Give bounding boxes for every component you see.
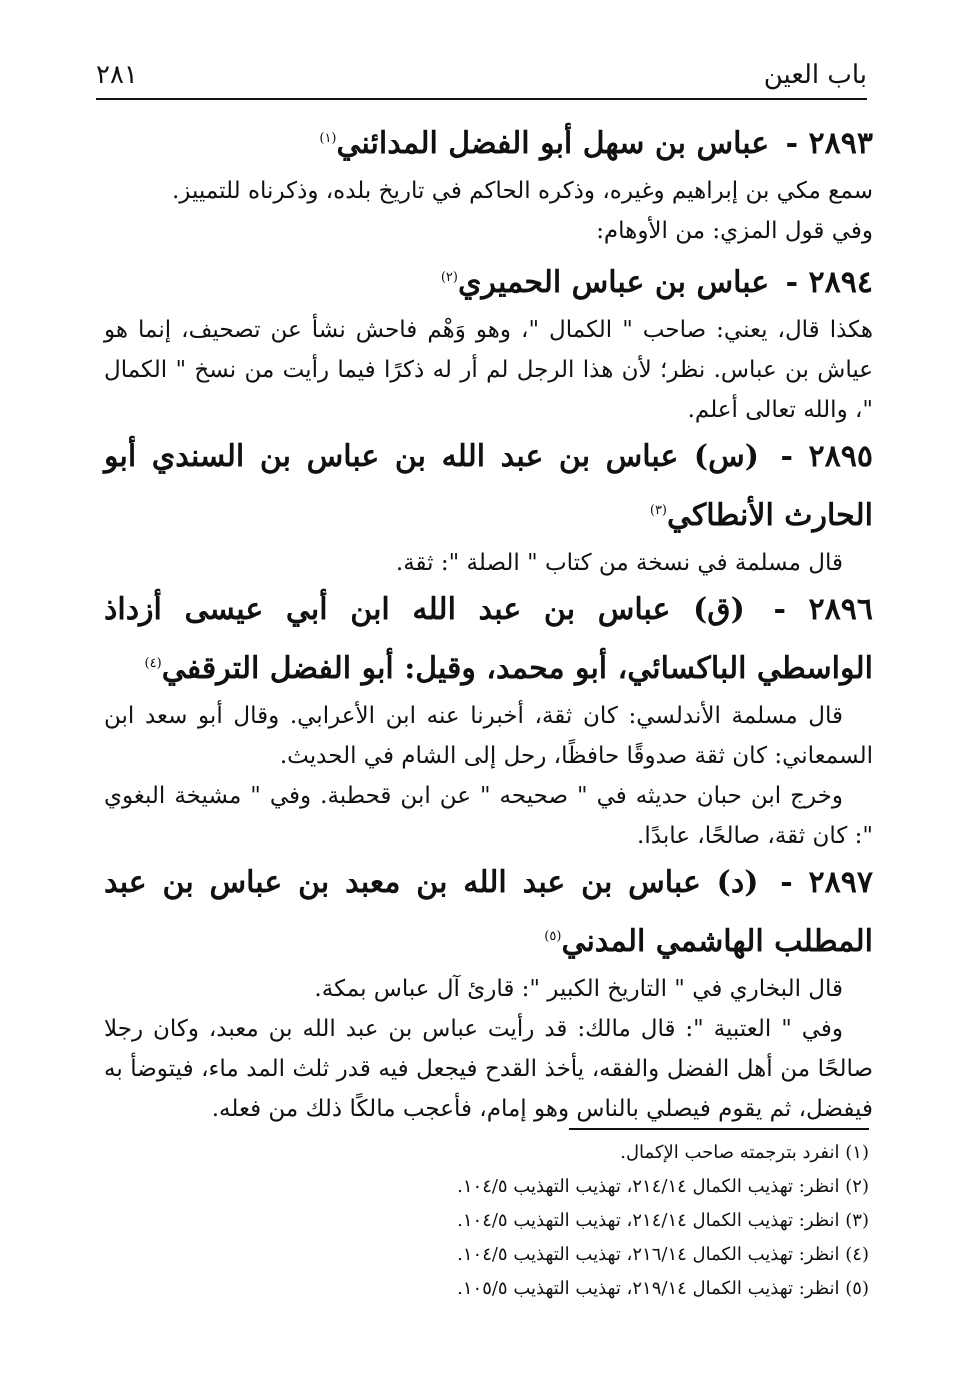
entry-name: (د) عباس بن عبد الله بن معبد بن عباس بن عبد المطلب الهاشمي المدني (104, 865, 873, 959)
entry-2893 (104, 112, 873, 251)
entry-number: ٢٨٩٣ - (785, 126, 873, 161)
entry-heading (104, 583, 873, 696)
footnote-line: (٤) انظر: تهذيب الكمال ٢١٦/١٤، تهذيب التهذيب ١٠٤/٥. (457, 1244, 869, 1265)
footnotes (104, 1128, 869, 1306)
page-number: ٢٨١ (96, 60, 138, 90)
footnote-line: (٢) انظر: تهذيب الكمال ٢١٤/١٤، تهذيب التهذيب ١٠٤/٥. (457, 1176, 869, 1197)
footnote-marker[interactable]: (٢) (440, 270, 458, 285)
footnote-marker[interactable]: (٣) (649, 503, 667, 518)
entry-number: ٢٨٩٥ - (780, 439, 873, 474)
entry-name: (س) عباس بن عبد الله بن عباس بن السندي أبو الحارث الأنطاكي (104, 439, 873, 533)
entry-paragraph: قال مسلمة في نسخة من كتاب " الصلة ": ثقة. (395, 550, 843, 576)
entry-heading (104, 856, 873, 969)
entry-paragraph: وفي " العتبية ": قال مالك: قد رأيت عباس بن عبد الله بن معبد، وكان رجلا صالحًا من أهل الفضل والفقه، يأخذ القدح فيجعل فيه قدر ثلث المد ماء، فيتوضأ به فيفضل، ثم يقوم فيصلي بالناس وهو إمام، فأعجب مالكًا ذلك من فعله. (104, 1016, 873, 1122)
entry-heading (104, 430, 873, 543)
footnote-line: (١) انفرد بترجمته صاحب الإكمال. (620, 1142, 869, 1163)
entry-name: عباس بن عباس الحميري (457, 265, 770, 300)
entry-2897 (104, 856, 873, 1129)
entry-number: ٢٨٩٧ - (780, 865, 873, 900)
entry-paragraph: قال البخاري في " التاريخ الكبير ": قارئ آل عباس بمكة. (314, 976, 843, 1002)
footnote-marker[interactable]: (٤) (144, 656, 162, 671)
entry-heading (104, 251, 873, 310)
running-title: باب العين (763, 60, 867, 90)
entry-name: عباس بن سهل أبو الفضل المدائني (336, 126, 770, 161)
footnote-marker[interactable]: (١) (319, 131, 337, 146)
entry-paragraph: هكذا قال، يعني: صاحب " الكمال "، وهو وَهْم فاحش نشأ عن تصحيف، إنما هو عياش بن عباس. نظر؛ لأن هذا الرجل لم أر له ذكرًا فيما رأيت من نسخ " الكمال "، والله تعالى أعلم. (104, 317, 873, 423)
entry-2896 (104, 583, 873, 856)
entry-heading (104, 112, 873, 171)
entry-number: ٢٨٩٦ - (773, 592, 873, 627)
entry-name: (ق) عباس بن عبد الله ابن أبي عيسى أزداذ الواسطي الباكسائي، أبو محمد، وقيل: أبو الفضل الترقفي (104, 592, 873, 686)
entry-number: ٢٨٩٤ - (785, 265, 873, 300)
footnote-marker[interactable]: (٥) (544, 929, 562, 944)
footnote-line: (٥) انظر: تهذيب الكمال ٢١٩/١٤، تهذيب التهذيب ١٠٥/٥. (457, 1278, 869, 1299)
entry-2895 (104, 430, 873, 583)
entry-paragraph: وفي قول المزي: من الأوهام: (596, 218, 873, 244)
page-header (96, 56, 867, 100)
entry-2894 (104, 251, 873, 430)
entry-paragraph: وخرج ابن حبان حديثه في " صحيحه " عن ابن قحطبة. وفي " مشيخة البغوي ": كان ثقة، صالحًا، عابدًا. (104, 783, 873, 849)
footnote-divider (569, 1128, 869, 1130)
entry-paragraph: قال مسلمة الأندلسي: كان ثقة، أخبرنا عنه ابن الأعرابي. وقال أبو سعد ابن السمعاني: كان ثقة صدوقًا حافظًا، رحل إلى الشام في الحديث. (104, 703, 873, 769)
page-body (104, 112, 873, 1129)
footnote-line: (٣) انظر: تهذيب الكمال ٢١٤/١٤، تهذيب التهذيب ١٠٤/٥. (457, 1210, 869, 1231)
entry-paragraph: سمع مكي بن إبراهيم وغيره، وذكره الحاكم في تاريخ بلده، وذكرناه للتمييز. (171, 178, 873, 204)
